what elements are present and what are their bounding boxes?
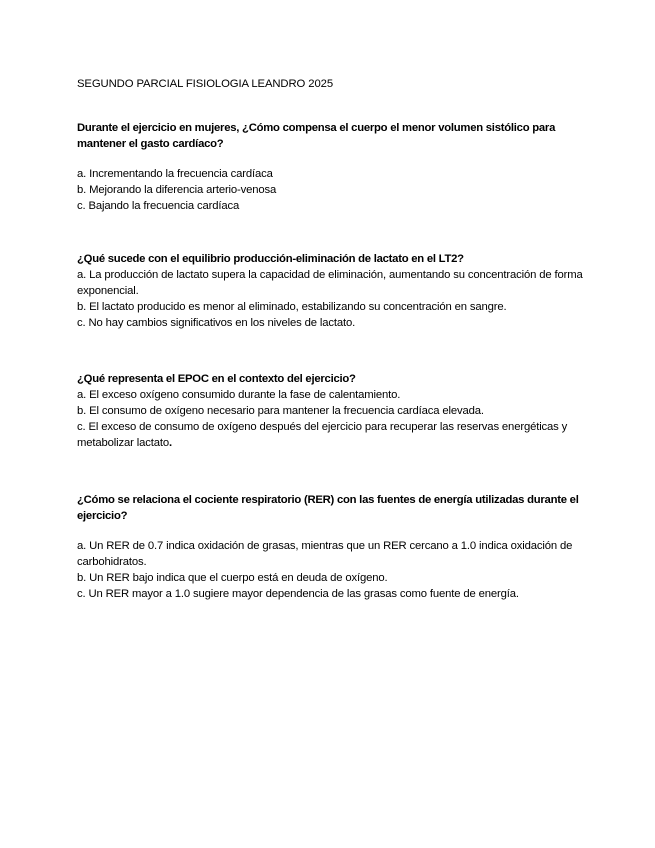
option-c-text: c. El exceso de consumo de oxígeno después del ejercicio para recuperar las reservas energéticas y metabolizar lactato (77, 421, 568, 449)
document-title: SEGUNDO PARCIAL FISIOLOGIA LEANDRO 2025 (77, 78, 334, 90)
option-b: b. El consumo de oxígeno necesario para mantener la frecuencia cardíaca elevada. (77, 405, 484, 417)
question-text: ¿Qué sucede con el equilibrio producción-eliminación de lactato en el LT2? (77, 253, 464, 265)
option-b: b. El lactato producido es menor al eliminado, estabilizando su concentración en sangre. (77, 301, 507, 313)
option-c: c. Un RER mayor a 1.0 sugiere mayor dependencia de las grasas como fuente de energía. (77, 588, 519, 600)
question-text: ¿Cómo se relaciona el cociente respiratorio (RER) con las fuentes de energía utilizadas durante el ejercicio? (77, 494, 579, 522)
option-a: a. Un RER de 0.7 indica oxidación de grasas, mientras que un RER cercano a 1.0 indica oxidación de carbohidratos. (77, 540, 573, 568)
option-list (77, 267, 587, 331)
option-list (77, 166, 587, 214)
question-block-1 (77, 120, 587, 214)
option-b: b. Mejorando la diferencia arterio-venosa (77, 184, 277, 196)
option-c (77, 419, 587, 451)
option-a: a. Incrementando la frecuencia cardíaca (77, 168, 273, 180)
question-block-4 (77, 492, 587, 602)
question-text: ¿Qué representa el EPOC en el contexto del ejercicio? (77, 373, 356, 385)
option-b: b. Un RER bajo indica que el cuerpo está en deuda de oxígeno. (77, 572, 388, 584)
question-block-3 (77, 371, 587, 451)
option-list (77, 538, 587, 602)
option-c-trailing-mark: . (168, 437, 172, 449)
option-c: c. Bajando la frecuencia cardíaca (77, 200, 240, 212)
question-block-2 (77, 251, 587, 331)
option-a: a. El exceso oxígeno consumido durante la fase de calentamiento. (77, 389, 401, 401)
question-text: Durante el ejercicio en mujeres, ¿Cómo compensa el cuerpo el menor volumen sistólico para mantener el gasto cardíaco? (77, 122, 556, 150)
option-c: c. No hay cambios significativos en los niveles de lactato. (77, 317, 356, 329)
option-list (77, 387, 587, 451)
option-a: a. La producción de lactato supera la capacidad de eliminación, aumentando su concentración de forma exponencial. (77, 269, 583, 297)
